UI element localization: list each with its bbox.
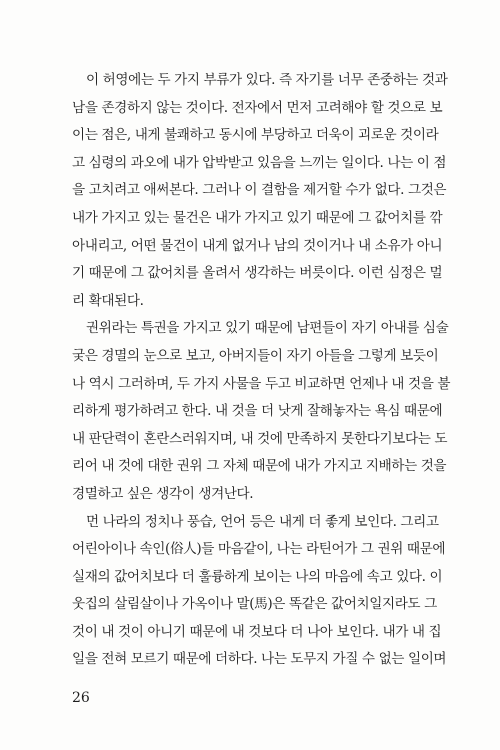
text-line: 을 고치려고 애써본다. 그러나 이 결함을 제거할 수가 없다. 그것은 (72, 182, 447, 199)
text-line: 궂은 경멸의 눈으로 보고, 아버지들이 자기 아들을 그렇게 보듯이 (72, 347, 439, 364)
text-line: 실재의 값어치보다 더 훌륭하게 보이는 나의 마음에 속고 있다. 이 (72, 568, 443, 585)
text-line: 경멸하고 싶은 생각이 생겨난다. (72, 485, 254, 502)
page-number: 26 (72, 690, 90, 706)
text-line: 내 판단력이 혼란스러워지며, 내 것에 만족하지 못한다기보다는 도 (72, 430, 448, 447)
text-line: 권위라는 특권을 가지고 있기 때문에 남편들이 자기 아내를 심술 (86, 320, 449, 337)
body-text (72, 67, 451, 674)
text-line: 기 때문에 그 값어치를 올려서 생각하는 버릇이다. 이런 심정은 멀 (72, 265, 443, 282)
text-line: 웃집의 살림살이나 가옥이나 말(馬)은 똑같은 값어치일지라도 그 (72, 596, 437, 613)
text-line: 먼 나라의 정치나 풍습, 언어 등은 내게 더 좋게 보인다. 그리고 (86, 513, 439, 530)
text-line: 일을 전혀 모르기 때문에 더하다. 나는 도무지 가질 수 없는 일이며 (72, 651, 447, 668)
text-line: 내가 가지고 있는 물건은 내가 가지고 있기 때문에 그 값어치를 깎 (72, 209, 443, 226)
text-line: 리 확대된다. (72, 292, 144, 309)
text-line: 어린아이나 속인(俗人)들 마음같이, 나는 라틴어가 그 권위 때문에 (72, 541, 446, 558)
text-line: 나 역시 그러하며, 두 가지 사물을 두고 비교하면 언제나 내 것을 불 (72, 375, 451, 392)
text-line: 아내리고, 어떤 물건이 내게 없거나 남의 것이거나 내 소유가 아니 (72, 237, 443, 254)
text-line: 리하게 평가하려고 한다. 내 것을 더 낫게 잘해놓자는 욕심 때문에 (72, 403, 443, 420)
text-line: 이 허영에는 두 가지 부류가 있다. 즉 자기를 너무 존중하는 것과 (86, 72, 448, 88)
text-line: 고 심령의 과오에 내가 압박받고 있음을 느끼는 일이다. 나는 이 점 (72, 154, 447, 171)
text-line: 것이 내 것이 아니기 때문에 내 것보다 더 나아 보인다. 내가 내 집 (72, 623, 442, 640)
text-line: 남을 존경하지 않는 것이다. 전자에서 먼저 고려해야 할 것으로 보 (72, 99, 443, 116)
text-line: 리어 내 것에 대한 권위 그 자체 때문에 내가 가지고 지배하는 것을 (72, 458, 447, 475)
text-line: 이는 점은, 내게 불쾌하고 동시에 부당하고 더욱이 괴로운 것이라 (72, 127, 439, 144)
